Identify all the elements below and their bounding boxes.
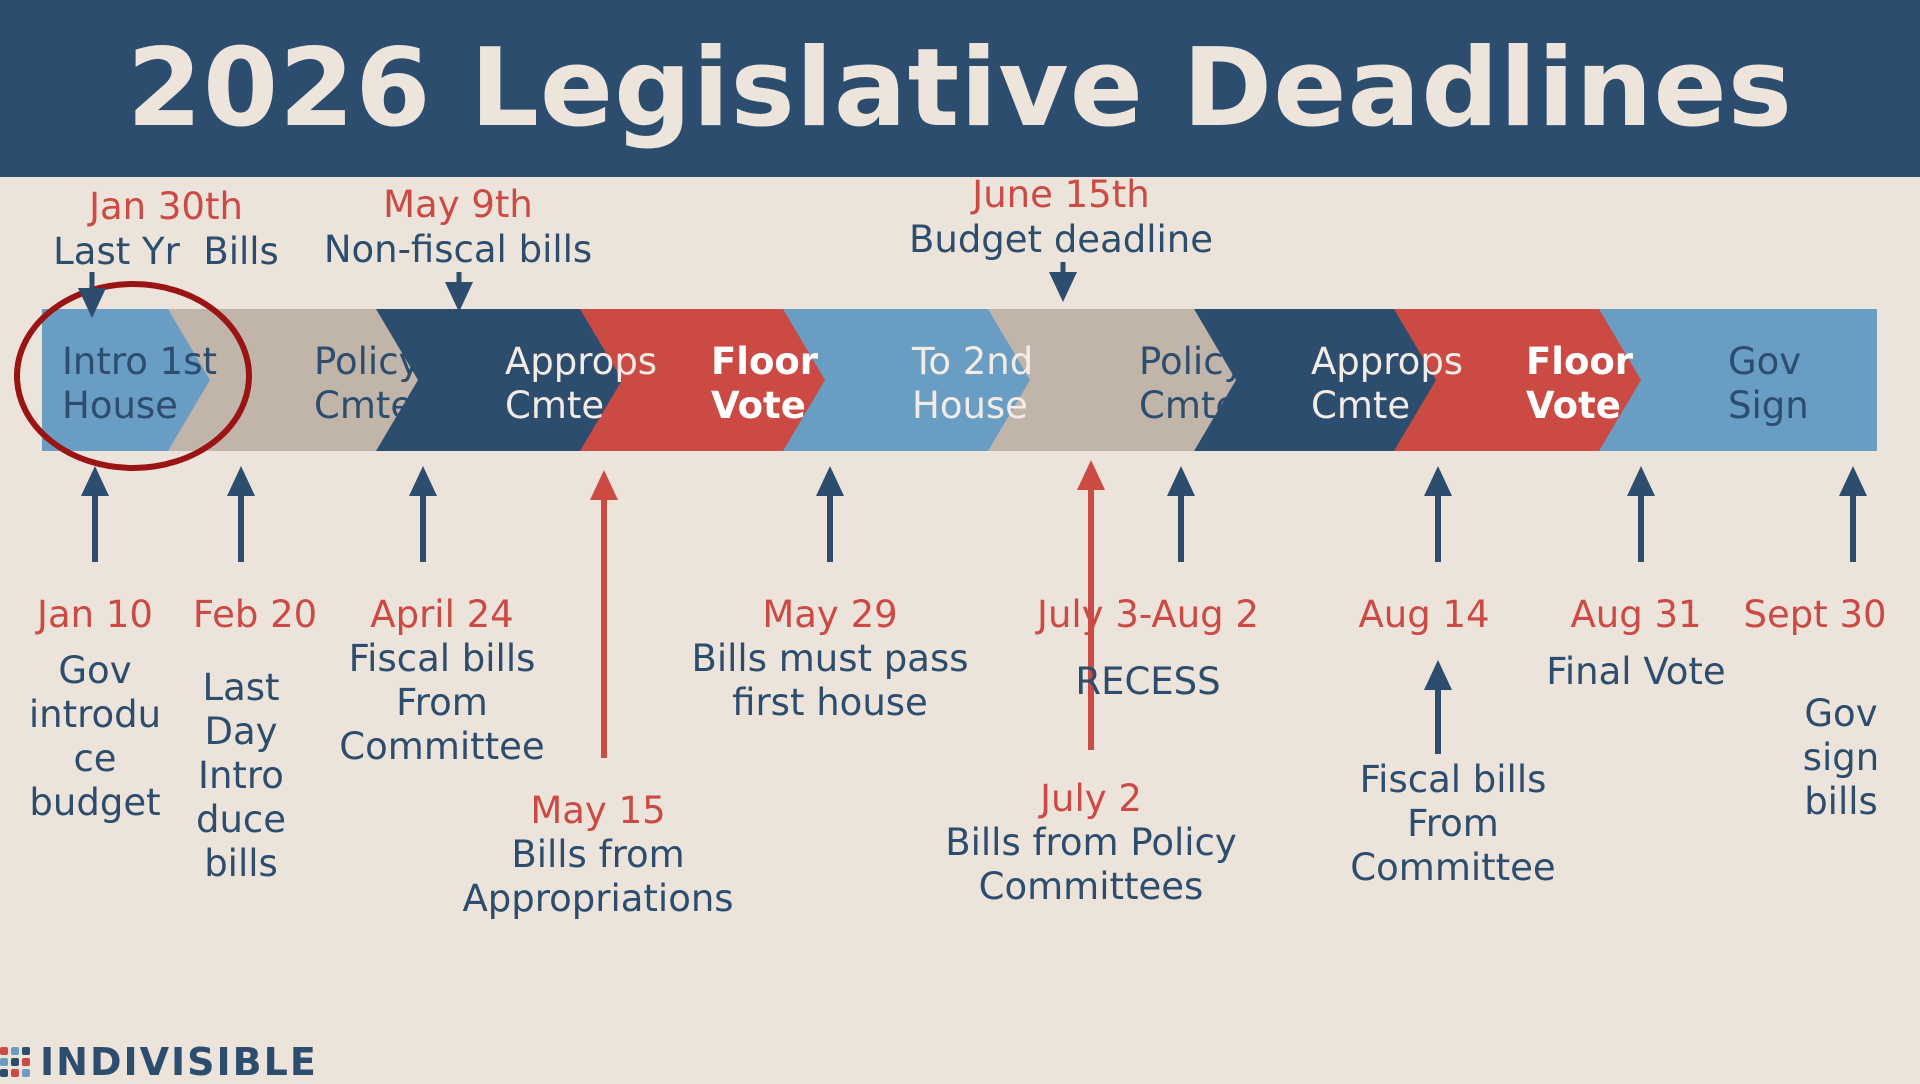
arrow-aug-31-head (1627, 466, 1655, 496)
top-deadline-jan-30: Jan 30th Last Yr Bills (53, 185, 279, 274)
step-label-to-2nd-house: To 2nd House (912, 340, 1034, 428)
bottom-deadline-jan-10: Jan 10 Gov introdu ce budget (28, 593, 162, 825)
arrow-april-24-head (409, 466, 437, 496)
step-label-approps-cmte-1: Approps Cmte (505, 340, 658, 428)
arrow-june-15-head (1049, 272, 1077, 302)
top-deadline-may-9: May 9th Non-fiscal bills (323, 183, 593, 272)
arrow-jan-10-head (81, 466, 109, 496)
page-title: 2026 Legislative Deadlines (126, 26, 1794, 151)
bottom-deadline-april-24: April 24 Fiscal bills From Committee (339, 593, 545, 769)
lower-deadline-july-2: July 2 Bills from Policy Committees (945, 777, 1237, 909)
step-label-intro-1st-house: Intro 1st House (62, 340, 217, 428)
lower-deadline-may-15: May 15 Bills from Appropriations (462, 789, 734, 921)
arrow-may-15-head (590, 470, 618, 500)
arrow-aug-14-fiscal-head (1424, 660, 1452, 690)
step-label-approps-cmte-2: Approps Cmte (1311, 340, 1464, 428)
logo-mark-icon (0, 1047, 30, 1077)
step-label-floor-vote-1: Floor Vote (711, 340, 819, 428)
step-label-gov-sign: Gov Sign (1728, 340, 1809, 428)
logo-text: INDIVISIBLE (40, 1040, 318, 1084)
arrow-sept-30-head (1839, 466, 1867, 496)
arrow-aug-14-head (1424, 466, 1452, 496)
bottom-deadline-aug-14: Aug 14 (1358, 593, 1490, 636)
arrow-july-2-head (1077, 460, 1105, 490)
bottom-deadline-feb-20: Feb 20 (192, 593, 318, 636)
bottom-deadline-aug-31: Aug 31 Final Vote (1546, 593, 1726, 694)
indivisible-logo (0, 1040, 318, 1084)
bottom-deadline-july-3-aug-2: July 3-Aug 2 RECESS (1037, 593, 1259, 704)
step-label-policy-cmte-1: Policy Cmte (314, 340, 421, 428)
lower-deadline-fiscal-bills: Fiscal bills From Committee (1350, 758, 1556, 890)
step-label-policy-cmte-2: Policy Cmte (1139, 340, 1246, 428)
top-deadline-june-15: June 15th Budget deadline (908, 173, 1214, 262)
bottom-deadline-feb-20-desc: Last Day Intro duce bills (195, 666, 287, 886)
arrow-may-29-head (816, 466, 844, 496)
arrow-july-3-head (1167, 466, 1195, 496)
bottom-deadline-sept-30: Sept 30 (1743, 593, 1887, 636)
bottom-deadline-may-29: May 29 Bills must pass first house (691, 593, 969, 725)
arrow-may-9-head (445, 282, 473, 312)
step-label-floor-vote-2: Floor Vote (1526, 340, 1634, 428)
arrow-feb-20-head (227, 466, 255, 496)
bottom-deadline-sept-30-desc: Gov sign bills (1802, 692, 1880, 824)
